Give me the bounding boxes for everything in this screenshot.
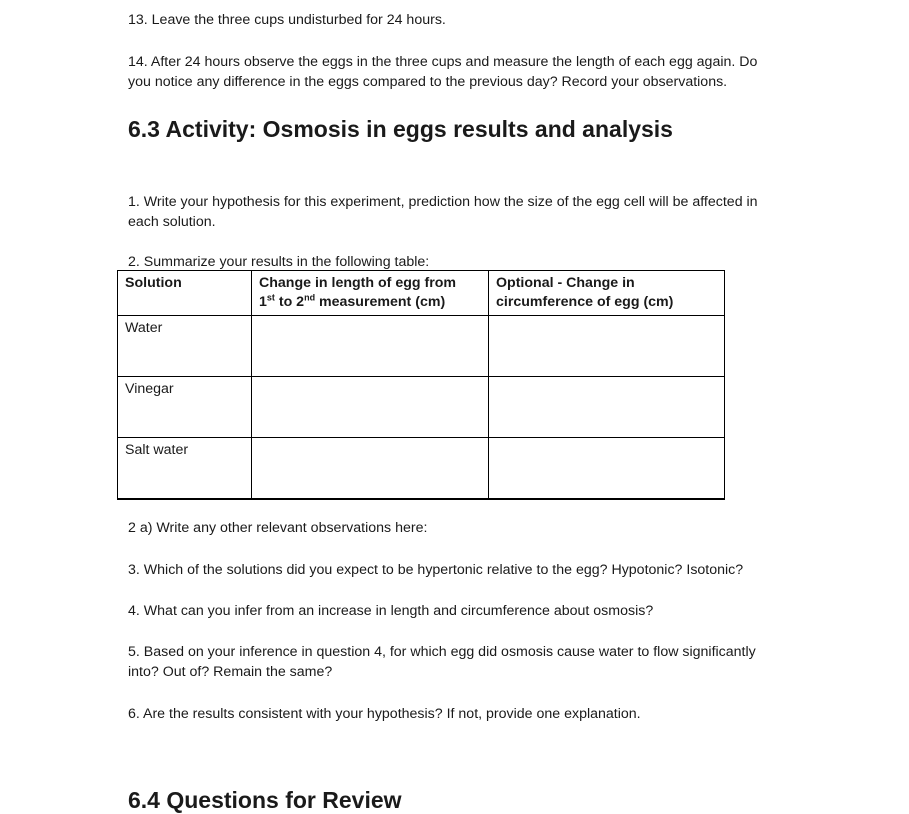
question-3: 3. Which of the solutions did you expect to be hypertonic relative to the egg? Hypotonic? Isotonic? (128, 562, 744, 578)
results-table (117, 270, 725, 500)
table-row (118, 438, 725, 500)
question-1-line-1: 1. Write your hypothesis for this experiment, prediction how the size of the egg cell will be affected in (128, 194, 758, 210)
question-2a: 2 a) Write any other relevant observations here: (128, 520, 428, 536)
row-change-length-cell[interactable] (252, 438, 489, 500)
header-optional-line-1: Optional - Change in (496, 275, 635, 291)
question-5 (128, 642, 828, 682)
row-circumference-cell[interactable] (489, 316, 725, 377)
header-optional-circumference (489, 271, 725, 316)
header-sup-st: st (266, 292, 275, 303)
step-14-line-1: 14. After 24 hours observe the eggs in the three cups and measure the length of each egg again. Do (128, 54, 758, 70)
question-2: 2. Summarize your results in the following table: (128, 254, 430, 270)
row-circumference-cell[interactable] (489, 377, 725, 438)
row-circumference-cell[interactable] (489, 438, 725, 500)
question-5-line-2: into? Out of? Remain the same? (128, 664, 333, 680)
row-solution: Salt water (118, 438, 252, 500)
row-change-length-cell[interactable] (252, 316, 489, 377)
step-13: 13. Leave the three cups undisturbed for 24 hours. (128, 12, 446, 28)
step-14-line-2: you notice any difference in the eggs compared to the previous day? Record your observations. (128, 74, 728, 90)
table-header-row (118, 271, 725, 316)
header-optional-line-2: circumference of egg (cm) (496, 294, 674, 310)
header-solution: Solution (118, 271, 252, 316)
header-sup-nd: nd (304, 292, 316, 303)
question-5-line-1: 5. Based on your inference in question 4, for which egg did osmosis cause water to flow significantly (128, 644, 756, 660)
section-6-3-title: 6.3 Activity: Osmosis in eggs results and analysis (128, 116, 673, 142)
table-row (118, 377, 725, 438)
header-ordinal-2: to 2 (274, 294, 305, 310)
question-1-line-2: each solution. (128, 214, 216, 230)
header-change-length (252, 271, 489, 316)
table-row (118, 316, 725, 377)
step-14 (128, 52, 828, 92)
row-solution: Vinegar (118, 377, 252, 438)
header-measurement-unit: measurement (cm) (315, 294, 446, 310)
question-6: 6. Are the results consistent with your hypothesis? If not, provide one explanation. (128, 706, 641, 722)
header-change-length-line-1: Change in length of egg from (259, 275, 457, 291)
header-ordinal-1: 1 (259, 294, 267, 310)
section-6-4-title: 6.4 Questions for Review (128, 787, 402, 813)
row-solution: Water (118, 316, 252, 377)
question-1 (128, 192, 828, 232)
row-change-length-cell[interactable] (252, 377, 489, 438)
question-4: 4. What can you infer from an increase in length and circumference about osmosis? (128, 603, 654, 619)
